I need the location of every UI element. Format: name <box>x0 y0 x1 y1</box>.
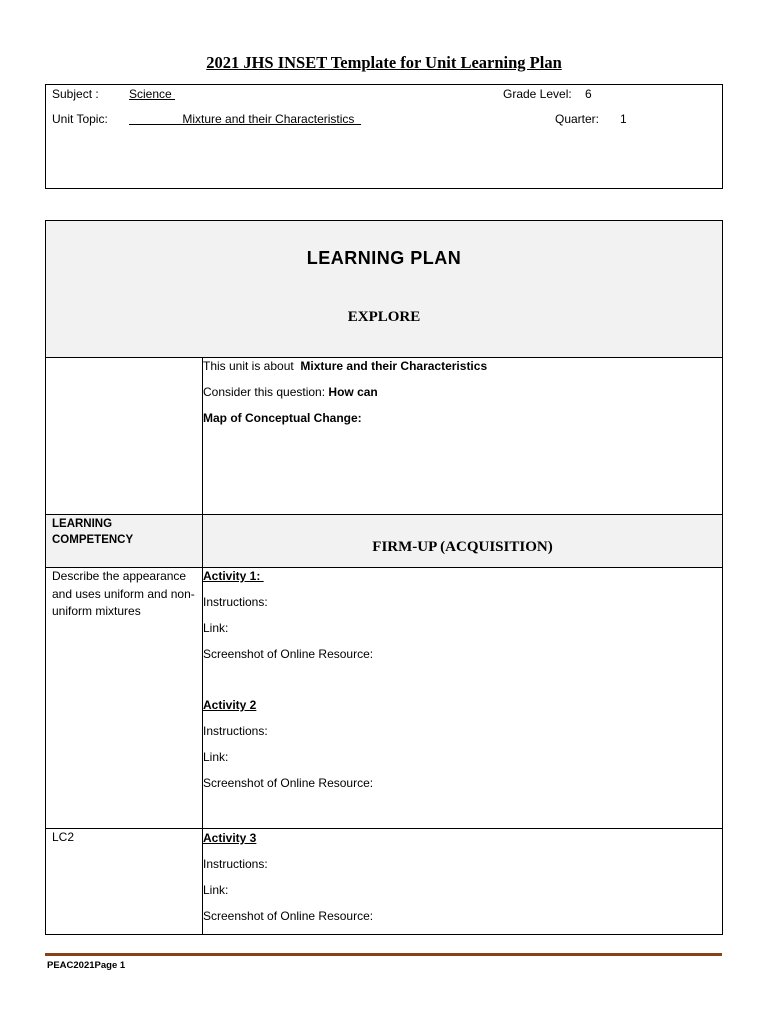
learning-plan-heading: LEARNING PLAN <box>306 248 462 268</box>
activity-title: Activity 2 <box>203 698 257 712</box>
screenshot-label: Screenshot of Online Resource: <box>203 776 374 790</box>
competency-text: Describe the appearance and uses uniform and non-uniform mixtures <box>52 569 195 618</box>
unit-topic-label: Unit Topic: <box>52 112 108 126</box>
instructions-label: Instructions: <box>203 857 268 871</box>
question-prefix: Consider this question: <box>203 385 326 399</box>
competency-text: LC2 <box>52 830 75 844</box>
grade-level-label: Grade Level: <box>503 87 572 101</box>
unit-about-line <box>203 358 722 384</box>
competency-cell <box>46 829 203 935</box>
question-line <box>203 384 722 410</box>
learning-plan-table <box>45 220 723 935</box>
info-box <box>45 84 723 189</box>
competency-header-cell <box>46 515 203 568</box>
subject-label: Subject : <box>52 87 99 101</box>
link-label: Link: <box>203 621 229 635</box>
activities-cell <box>203 568 723 829</box>
firm-up-cell <box>203 515 723 568</box>
unit-about-prefix: This unit is about <box>203 359 294 373</box>
explore-content-cell <box>203 358 723 515</box>
page-footer: PEAC2021Page 1 <box>47 960 126 971</box>
map-conceptual-change: Map of Conceptual Change: <box>203 411 362 425</box>
instructions-label: Instructions: <box>203 595 268 609</box>
activity-title: Activity 3 <box>203 831 257 845</box>
instructions-label: Instructions: <box>203 724 268 738</box>
unit-about-value: Mixture and their Characteristics <box>300 359 488 373</box>
quarter-value: 1 <box>620 112 627 126</box>
activity-title: Activity 1: <box>203 569 264 583</box>
competency-header: LEARNING COMPETENCY <box>52 518 134 546</box>
unit-topic-value: Mixture and their Characteristics <box>129 112 362 126</box>
subject-value: Science <box>129 87 176 101</box>
learning-plan-header <box>46 221 723 358</box>
page-title: 2021 JHS INSET Template for Unit Learning Plan <box>206 53 562 72</box>
grade-level-value: 6 <box>585 87 592 101</box>
activities-cell <box>203 829 723 935</box>
explore-left-cell <box>46 358 203 515</box>
firm-up-heading: FIRM-UP (ACQUISITION) <box>372 539 553 555</box>
quarter-label: Quarter: <box>555 112 600 126</box>
explore-heading: EXPLORE <box>347 309 421 325</box>
screenshot-label: Screenshot of Online Resource: <box>203 909 374 923</box>
link-label: Link: <box>203 883 229 897</box>
screenshot-label: Screenshot of Online Resource: <box>203 647 374 661</box>
footer-divider <box>45 953 722 956</box>
link-label: Link: <box>203 750 229 764</box>
question-value: How can <box>328 385 378 399</box>
competency-cell <box>46 568 203 829</box>
